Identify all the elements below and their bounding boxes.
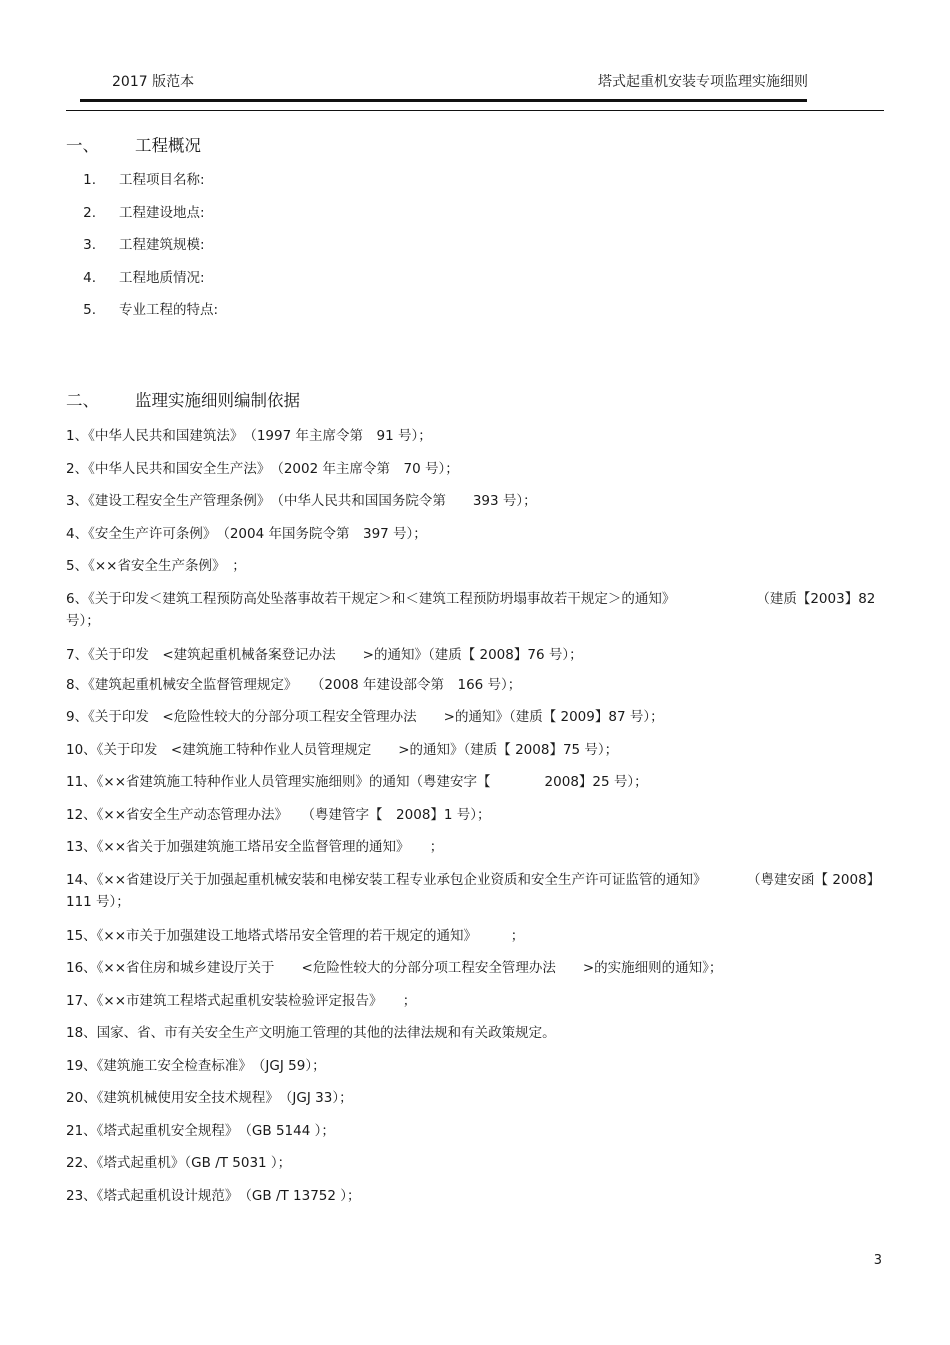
basis-item: 9、《关于印发 <危险性较大的分部分项工程安全管理办法 >的通知》（建质【 2009】87 号）； xyxy=(66,709,664,725)
item-index: 2. xyxy=(83,204,96,221)
header-document-title: 塔式起重机安装专项监理实施细则 xyxy=(598,74,808,90)
header-rule-thin xyxy=(66,110,884,111)
item-label: 专业工程的特点: xyxy=(119,302,219,318)
section-number: 一、 xyxy=(66,136,99,155)
item-label: 工程建筑规模: xyxy=(119,237,205,253)
header-version: 2017 版范本 xyxy=(112,74,195,90)
section-heading-overview xyxy=(66,132,201,156)
basis-item: 1、《中华人民共和国建筑法》 （1997 年主席令第 91 号）； xyxy=(66,428,432,444)
basis-item: 21、《塔式起重机安全规程》 （GB 5144 ）； xyxy=(66,1122,335,1139)
item-index: 4. xyxy=(83,269,96,286)
item-index: 1. xyxy=(83,172,96,188)
basis-item: 22、《塔式起重机》（GB /T 5031 ）； xyxy=(66,1155,292,1171)
section-heading-basis xyxy=(66,387,300,411)
page-number: 3 xyxy=(873,1253,882,1268)
item-label: 工程项目名称: xyxy=(119,172,205,188)
page-header xyxy=(0,0,950,112)
section-number: 二、 xyxy=(66,391,99,410)
basis-item: 17、《××市建筑工程塔式起重机安装检验评定报告》 ； xyxy=(66,992,417,1009)
overview-item xyxy=(66,298,218,331)
overview-item xyxy=(66,201,218,234)
overview-item xyxy=(66,233,218,266)
basis-item: 11、《××省建筑施工特种作业人员管理实施细则》的通知（粤建安字【 2008】25 号）； xyxy=(66,774,648,790)
basis-item: 23、《塔式起重机设计规范》 （GB /T 13752 ）； xyxy=(66,1187,361,1204)
basis-item: 3、《建设工程安全生产管理条例》 （中华人民共和国国务院令第 393 号）； xyxy=(66,493,537,509)
basis-item: 10、《关于印发 <建筑施工特种作业人员管理规定 >的通知》（建质【 2008】75 号）； xyxy=(66,741,619,758)
basis-item: 18、国家、省、市有关安全生产文明施工管理的其他的法律法规和有关政策规定。 xyxy=(66,1025,556,1041)
basis-item: 20、《建筑机械使用安全技术规程》 （JGJ 33）； xyxy=(66,1090,353,1106)
basis-item: 8、《建筑起重机械安全监督管理规定》 （2008 年建设部令第 166 号）； xyxy=(66,676,522,693)
item-label: 工程地质情况: xyxy=(119,269,205,286)
basis-item: 19、《建筑施工安全检查标准》 （JGJ 59）； xyxy=(66,1057,326,1074)
section-title: 监理实施细则编制依据 xyxy=(135,391,300,410)
item-label: 工程建设地点: xyxy=(119,204,205,221)
basis-item: 15、《××市关于加强建设工地塔式塔吊安全管理的若干规定的通知》 ； xyxy=(66,927,525,944)
basis-item: 16、《××省住房和城乡建设厅关于 <危险性较大的分部分项工程安全管理办法 >的实施细则的通知》； xyxy=(66,960,723,976)
basis-item: 14、《××省建设厅关于加强起重机械安装和电梯安装工程专业承包企业资质和安全生产许可证监管的通知》 （粤建安函【 2008】111 号）； xyxy=(66,871,881,910)
section-title: 工程概况 xyxy=(135,136,201,155)
basis-item: 13、《××省关于加强建筑施工塔吊安全监督管理的通知》 ； xyxy=(66,839,444,855)
header-rule-thick xyxy=(80,99,807,102)
basis-item: 2、《中华人民共和国安全生产法》 （2002 年主席令第 70 号）； xyxy=(66,460,459,477)
basis-item: 12、《××省安全生产动态管理办法》 （粤建管字【 2008】1 号）； xyxy=(66,806,491,823)
item-index: 5. xyxy=(83,302,96,318)
basis-item: 4、《安全生产许可条例》 （2004 年国务院令第 397 号）； xyxy=(66,525,427,542)
basis-item: 6、《关于印发＜建筑工程预防高处坠落事故若干规定＞和＜建筑工程预防坍塌事故若干规定＞的通知》 （建质【2003】82 号）； xyxy=(66,590,880,629)
basis-item: 5、《××省安全生产条例》 ； xyxy=(66,558,246,574)
overview-item xyxy=(66,266,218,299)
overview-list xyxy=(66,168,218,331)
overview-item xyxy=(66,168,218,201)
item-index: 3. xyxy=(83,237,96,253)
basis-item: 7、《关于印发 <建筑起重机械备案登记办法 >的通知》（建质【 2008】76 号）； xyxy=(66,646,583,663)
basis-list xyxy=(66,425,884,1217)
